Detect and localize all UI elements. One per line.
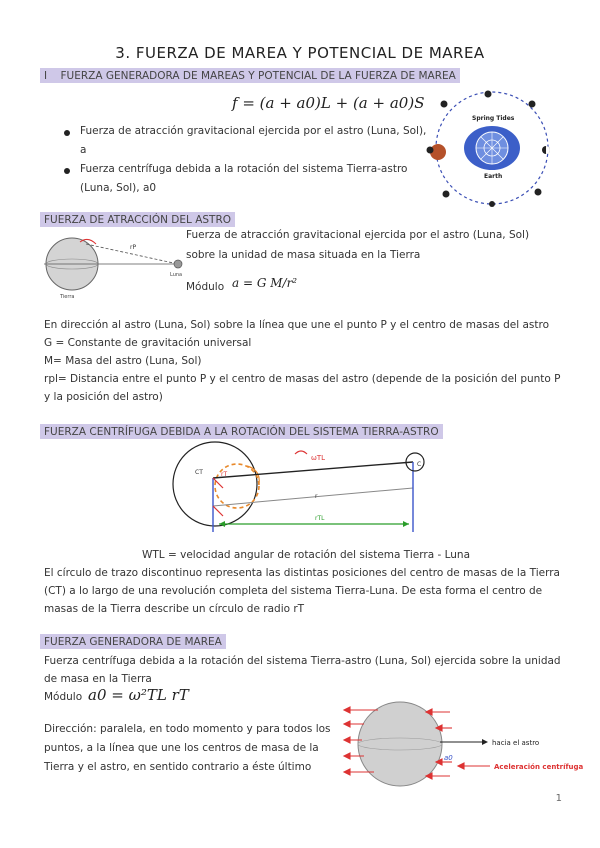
spring-tides-diagram [420,80,570,210]
section2-heading: FUERZA DE ATRACCIÓN DEL ASTRO [40,212,235,227]
omega-label: ωTL [311,454,326,462]
section1-heading [40,68,460,83]
r-label: r [315,493,318,500]
section4-heading: FUERZA GENERADORA DE MAREA [40,634,226,649]
centrifugal-line-1: El círculo de trazo discontinuo representa las distintas posiciones del centro de masas de la Tierra [44,567,560,579]
attraction-line-2: G = Constante de gravitación universal [44,337,252,349]
bullet-1-text: Fuerza de atracción gravitacional ejercida por el astro (Luna, Sol), [80,125,427,137]
page-number: 1 [555,793,562,804]
attraction-text-1: Fuerza de atracción gravitacional ejercida por el astro (Luna, Sol) [186,229,530,241]
attraction-text-2: sobre la unidad de masa situada en la Tierra [186,249,421,261]
direccion-line-3: Tierra y el astro, en sentido contrario a éste último [44,761,312,773]
attraction-line-4: rpl= Distancia entre el punto P y el centro de masas del astro (depende de la posición del punto P [44,373,561,385]
centrifugal-line-3: masas de la Tierra describe un círculo de radio rT [44,603,305,615]
attraction-line-5: y la posición del astro) [44,391,163,403]
bullet-2-text-2: (Luna, Sol), a0 [80,182,157,194]
centrifugal-diagram [165,440,435,550]
a0-label: a0 [444,754,453,762]
tidal-modulo-formula: a0 = ω²TL rT [88,686,189,704]
direccion-line-2: puntos, a la línea que une los centros de masa de la [44,742,319,754]
c-label: C [417,461,422,468]
acel-label: Aceleración centrífuga [494,763,584,771]
earth-label: Earth [484,173,503,180]
bullet-2 [64,168,70,174]
attraction-line-1: En dirección al astro (Luna, Sol) sobre la línea que une el punto P y el centro de masas del astro [44,319,549,331]
rtl-label: rTL [315,515,325,522]
spring-tides-label: Spring Tides [472,115,515,122]
luna-label: Luna [170,272,183,278]
hacia-label: hacia el astro [492,739,540,747]
attraction-modulo-formula: a = G M/r² [232,276,298,290]
total-force-formula: f = (a + a0)L + (a + a0)S [232,94,425,112]
tierra-label: Tierra [60,294,75,300]
bullet-1 [64,130,70,136]
rp-label: rP [130,244,137,251]
omega-caption: WTL = velocidad angular de rotación del sistema Tierra - Luna [142,549,471,561]
attraction-line-3: M= Masa del astro (Luna, Sol) [44,355,202,367]
tidal-line-1: Fuerza centrífuga debida a la rotación del sistema Tierra-astro (Luna, Sol) ejercida sobre la unidad [44,655,561,667]
tidal-force-diagram [340,696,584,796]
section1-number: I [44,70,48,82]
ct-label: CT [195,469,203,476]
rt-label: rT [221,471,228,478]
tidal-modulo-label: Módulo [44,691,83,703]
attraction-diagram [38,232,188,302]
section3-heading: FUERZA CENTRÍFUGA DEBIDA A LA ROTACIÓN DEL SISTEMA TIERRA-ASTRO [40,424,443,439]
section1-heading-text: FUERZA GENERADORA DE MAREAS Y POTENCIAL DE LA FUERZA DE MAREA [60,70,456,82]
direccion-line-1: Dirección: paralela, en todo momento y para todos los [44,723,331,735]
page-title: 3. FUERZA DE MAREA Y POTENCIAL DE MAREA [115,44,485,62]
bullet-1-text-2: a [80,144,87,156]
bullet-2-text: Fuerza centrífuga debida a la rotación del sistema Tierra-astro [80,163,408,175]
tidal-line-2: de masa en la Tierra [44,673,152,685]
centrifugal-line-2: (CT) a lo largo de una revolución completa del sistema Tierra-Luna. De esta forma el centro de [44,585,543,597]
attraction-modulo-label: Módulo [186,281,225,293]
